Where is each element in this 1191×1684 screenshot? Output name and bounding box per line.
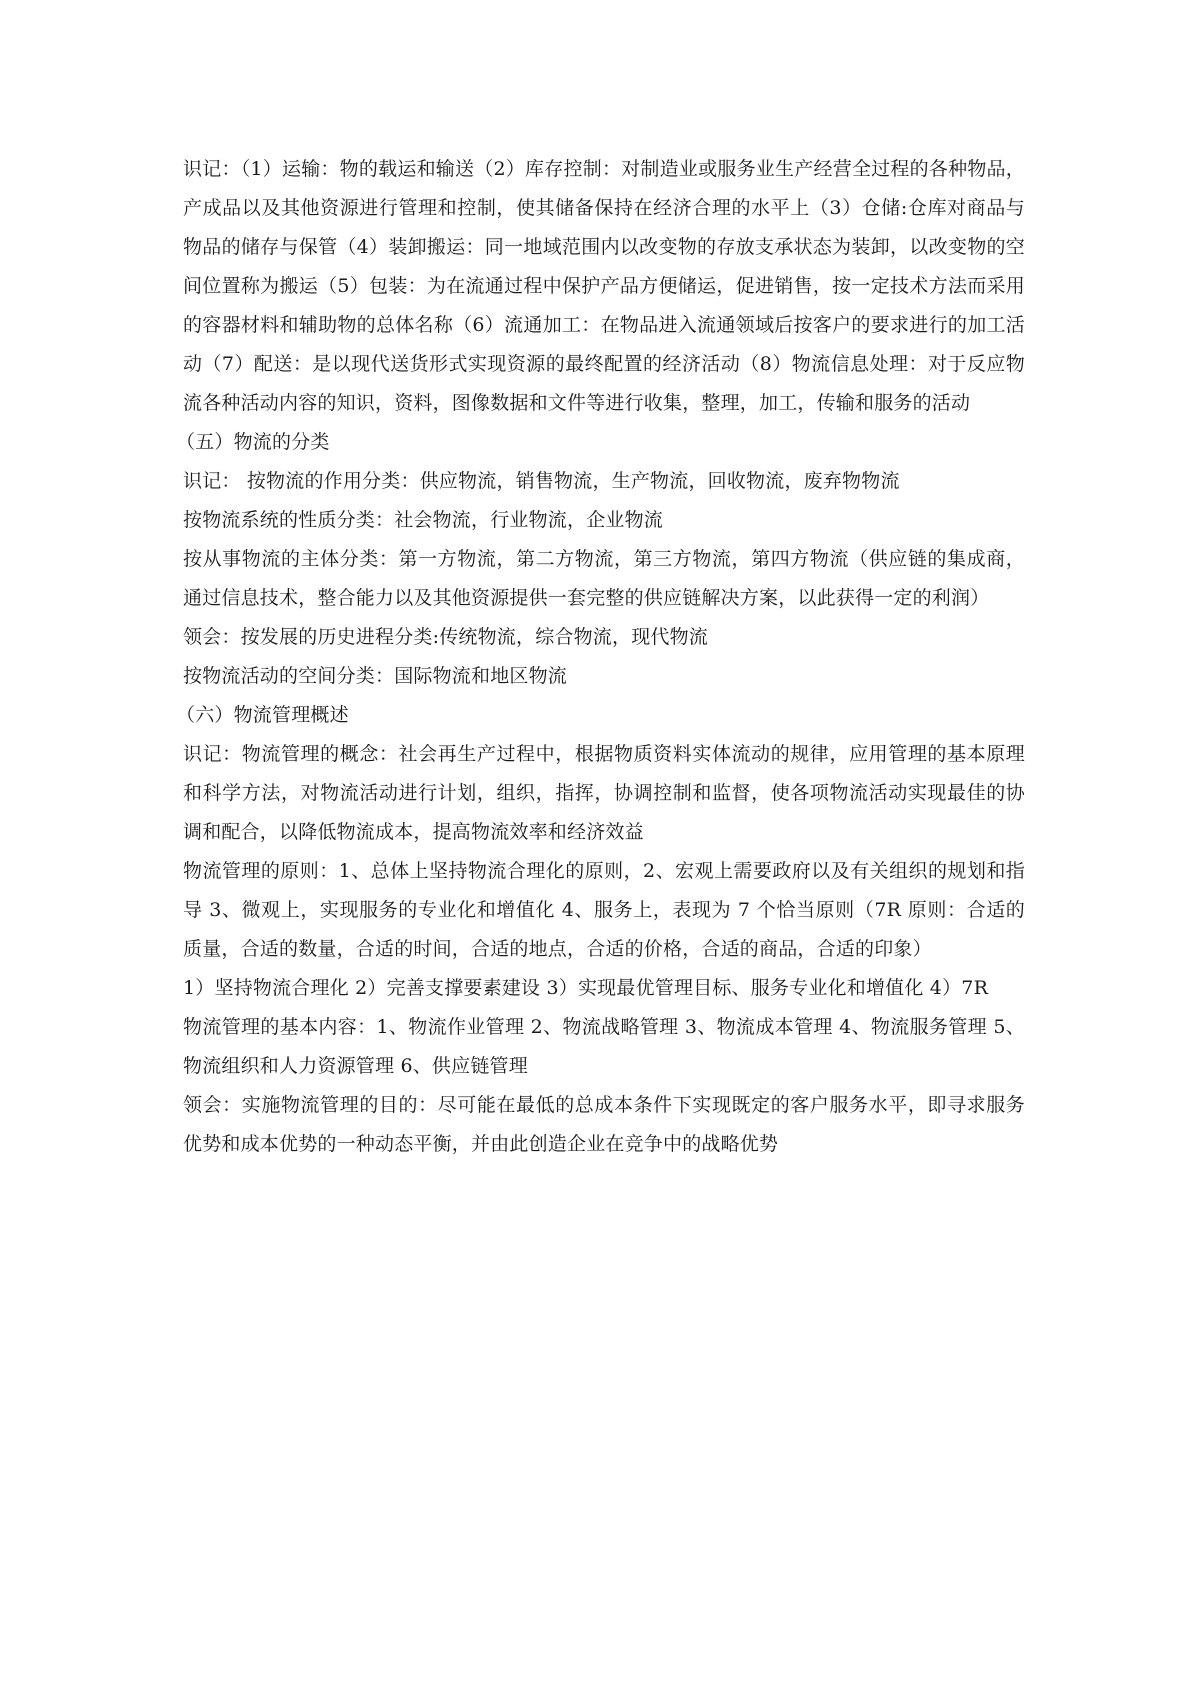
- paragraph-management-purpose: 领会：实施物流管理的目的：尽可能在最低的总成本条件下实现既定的客户服务水平，即寻求服务优势和成本优势的一种动态平衡，并由此创造企业在竞争中的战略优势: [183, 1094, 1025, 1155]
- paragraph-classification-by-history: 领会：按发展的历史进程分类:传统物流，综合物流，现代物流: [183, 626, 709, 648]
- paragraph-management-concept: 识记：物流管理的概念：社会再生产过程中，根据物质资料实体流动的规律，应用管理的基本原理和科学方法，对物流活动进行计划，组织，指挥，协调控制和监督，使各项物流活动实现最佳的协调和配合，以降低物流成本，提高物流效率和经济效益: [183, 743, 1025, 843]
- paragraph-classification-by-role: 识记： 按物流的作用分类：供应物流，销售物流，生产物流，回收物流，废弃物物流: [183, 470, 900, 492]
- paragraph-classification-by-space: 按物流活动的空间分类：国际物流和地区物流: [183, 665, 568, 687]
- paragraph-classification-by-subject: 按从事物流的主体分类：第一方物流，第二方物流，第三方物流，第四方物流（供应链的集成商，通过信息技术，整合能力以及其他资源提供一套完整的供应链解决方案，以此获得一定的利润）: [183, 548, 1025, 609]
- document-body: [176, 150, 1025, 1164]
- paragraph-principles-summary: 1）坚持物流合理化 2）完善支撑要素建设 3）实现最优管理目标、服务专业化和增值化 4）7R: [183, 977, 989, 999]
- paragraph-management-principles: 物流管理的原则：1、总体上坚持物流合理化的原则，2、宏观上需要政府以及有关组织的规划和指导 3、微观上，实现服务的专业化和增值化 4、服务上，表现为 7 个恰当原则（7R 原则：合适的质量，合适的数量，合适的时间，合适的地点，合适的价格，合适的商品，合适的印象）: [183, 860, 1025, 960]
- paragraph-management-content: 物流管理的基本内容：1、物流作业管理 2、物流战略管理 3、物流成本管理 4、物流服务管理 5、物流组织和人力资源管理 6、供应链管理: [183, 1016, 1025, 1077]
- section-heading-classification: （五）物流的分类: [176, 431, 330, 453]
- section-heading-management-overview: （六）物流管理概述: [176, 704, 349, 726]
- paragraph-logistics-functions: 识记：（1）运输：物的载运和输送（2）库存控制：对制造业或服务业生产经营全过程的各种物品，产成品以及其他资源进行管理和控制，使其储备保持在经济合理的水平上（3）仓储:仓库对商品与物品的储存与保管（4）装卸搬运：同一地域范围内以改变物的存放支承状态为装卸，以改变物的空间位置称为搬运（5）包装：为在流通过程中保护产品方便储运，促进销售，按一定技术方法而采用的容器材料和辅助物的总体名称（6）流通加工：在物品进入流通领域后按客户的要求进行的加工活动（7）配送：是以现代送货形式实现资源的最终配置的经济活动（8）物流信息处理：对于反应物流各种活动内容的知识，资料，图像数据和文件等进行收集，整理，加工，传输和服务的活动: [183, 158, 1025, 414]
- paragraph-classification-by-nature: 按物流系统的性质分类：社会物流，行业物流，企业物流: [183, 509, 664, 531]
